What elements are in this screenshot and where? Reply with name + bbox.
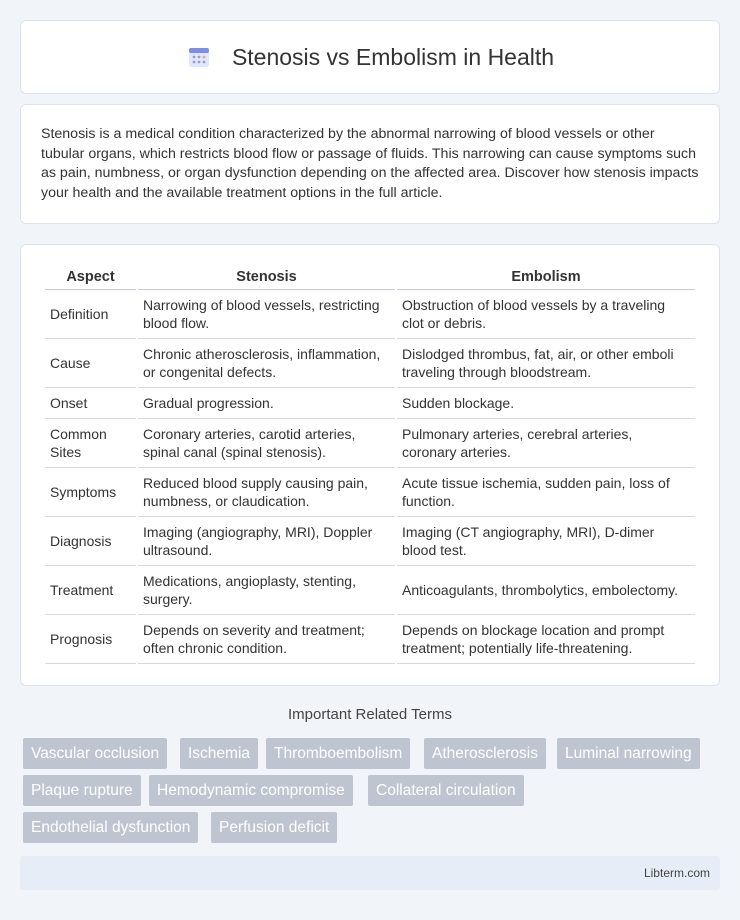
page-title: Stenosis vs Embolism in Health [231,43,555,70]
cell-stenosis: Depends on severity and treatment; often chronic condition. [138,615,395,664]
cell-stenosis: Reduced blood supply causing pain, numbness, or claudication. [138,468,395,517]
tag-hemodynamic-compromise[interactable]: Hemodynamic compromise [149,775,353,806]
tag-luminal-narrowing[interactable]: Luminal narrowing [557,738,700,769]
cell-embolism: Depends on blockage location and prompt treatment; potentially life-threatening. [397,615,695,664]
comparison-table [43,265,697,664]
footer-brand[interactable]: Libterm.com [643,866,710,880]
cell-stenosis: Chronic atherosclerosis, inflammation, or congenital defects. [138,339,395,388]
cell-embolism: Pulmonary arteries, cerebral arteries, coronary arteries. [397,419,695,468]
tag-endothelial-dysfunction[interactable]: Endothelial dysfunction [23,812,198,843]
cell-stenosis: Medications, angioplasty, stenting, surgery. [138,566,395,615]
header-stenosis: Stenosis [138,265,395,290]
header-embolism: Embolism [397,265,695,290]
table-row [45,615,695,664]
intro-card [20,104,720,224]
tag-atherosclerosis[interactable]: Atherosclerosis [424,738,546,769]
cell-aspect: Treatment [45,566,136,615]
cell-embolism: Obstruction of blood vessels by a traveling clot or debris. [397,290,695,339]
table-row [45,388,695,419]
intro-paragraph: Stenosis is a medical condition characterized by the abnormal narrowing of blood vessels or other tubular organs, which restricts blood flow or passage of fluids. This narrowing can cause symptoms such as pain, numbness, or organ dysfunction depending on the affected area. Discover how stenosis impacts your health and the available treatment options in the full article. [41,126,699,201]
cell-embolism: Anticoagulants, thrombolytics, embolectomy. [397,566,695,615]
footer [20,856,720,890]
cell-aspect: Common Sites [45,419,136,468]
cell-embolism: Acute tissue ischemia, sudden pain, loss of function. [397,468,695,517]
cell-embolism: Sudden blockage. [397,388,695,419]
tag-perfusion-deficit[interactable]: Perfusion deficit [211,812,337,843]
comparison-table-card [20,244,720,686]
cell-stenosis: Imaging (angiography, MRI), Doppler ultrasound. [138,517,395,566]
table-row [45,517,695,566]
related-terms-section [20,706,720,723]
table-header-row [45,265,695,290]
tag-collateral-circulation[interactable]: Collateral circulation [368,775,524,806]
cell-aspect: Cause [45,339,136,388]
header-aspect: Aspect [45,265,136,290]
cell-aspect: Onset [45,388,136,419]
cell-aspect: Definition [45,290,136,339]
cell-aspect: Symptoms [45,468,136,517]
cell-stenosis: Gradual progression. [138,388,395,419]
tag-plaque-rupture[interactable]: Plaque rupture [23,775,141,806]
cell-aspect: Diagnosis [45,517,136,566]
table-row [45,468,695,517]
header-card [20,20,720,94]
cell-stenosis: Coronary arteries, carotid arteries, spinal canal (spinal stenosis). [138,419,395,468]
calendar-grid-icon [186,44,212,70]
cell-embolism: Dislodged thrombus, fat, air, or other emboli traveling through bloodstream. [397,339,695,388]
cell-stenosis: Narrowing of blood vessels, restricting blood flow. [138,290,395,339]
table-row [45,339,695,388]
table-row [45,290,695,339]
tag-vascular-occlusion[interactable]: Vascular occlusion [23,738,167,769]
table-row [45,419,695,468]
table-row [45,566,695,615]
tag-ischemia[interactable]: Ischemia [180,738,258,769]
tag-thromboembolism[interactable]: Thromboembolism [266,738,410,769]
related-terms-title: Important Related Terms [288,706,452,723]
cell-embolism: Imaging (CT angiography, MRI), D-dimer blood test. [397,517,695,566]
cell-aspect: Prognosis [45,615,136,664]
